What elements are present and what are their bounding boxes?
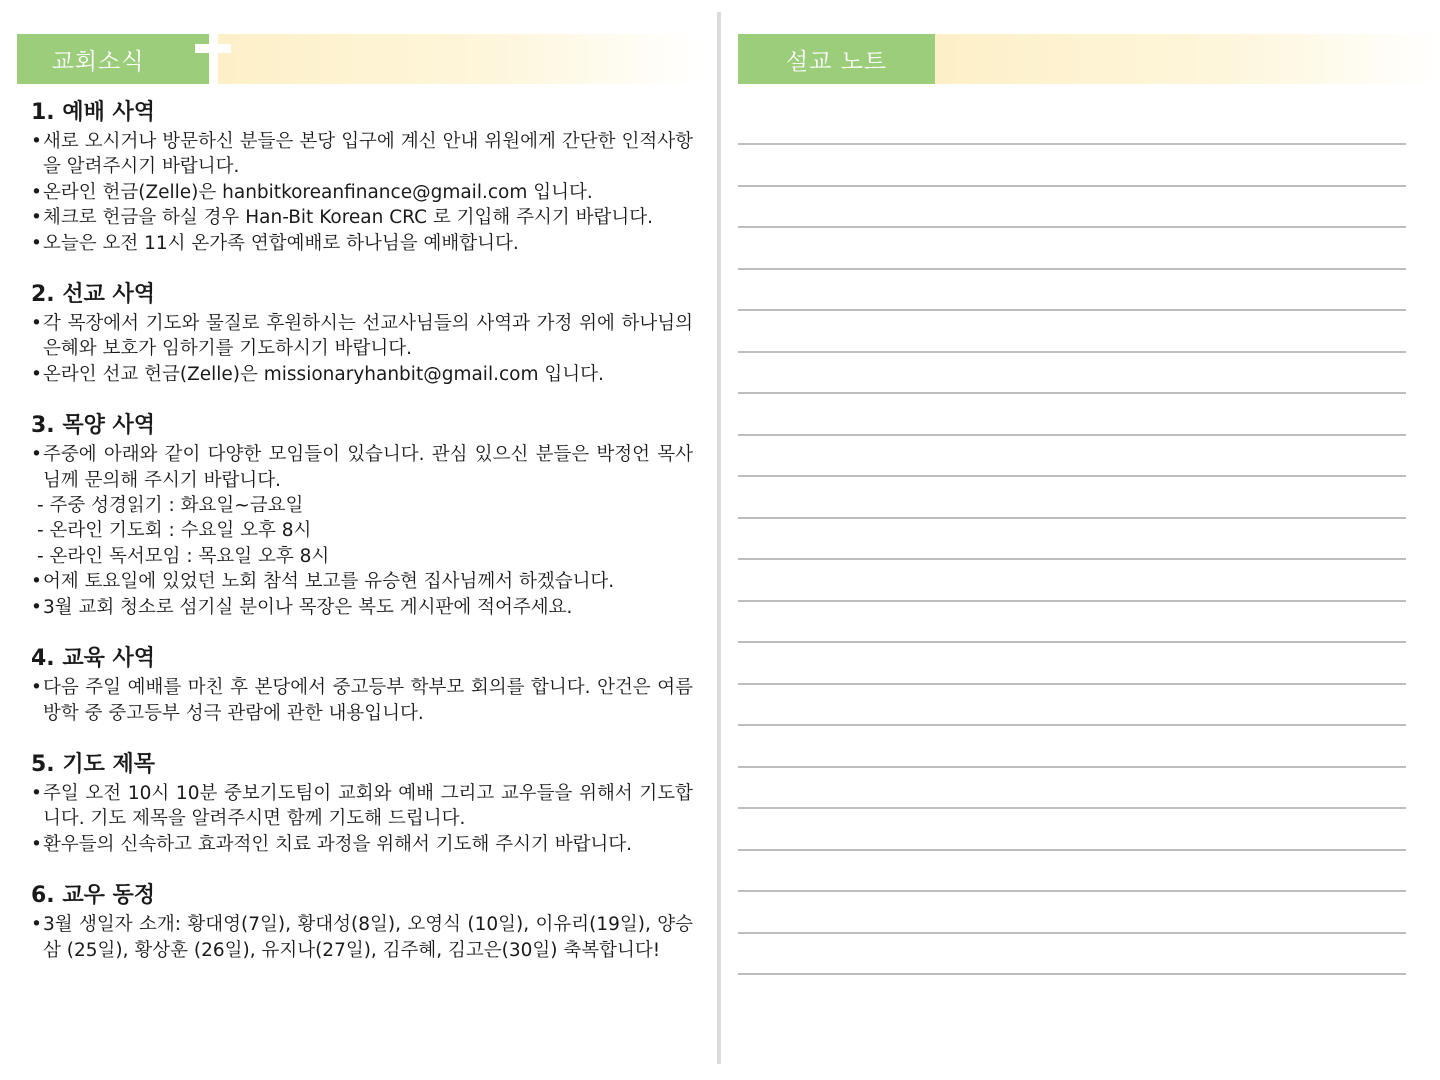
section-title: 4. 교육 사역 <box>31 646 155 672</box>
church-news-banner <box>17 34 697 84</box>
bullet-icon: • <box>31 596 42 618</box>
news-item <box>31 129 693 180</box>
church-news-label-box <box>17 34 215 84</box>
note-line <box>738 226 1406 228</box>
bullet-icon: • <box>31 131 42 152</box>
bullet-icon: • <box>31 571 42 593</box>
news-item <box>31 832 693 857</box>
news-section <box>31 280 693 387</box>
news-item-text: 환우들의 신속하고 효과적인 치료 과정을 위해서 기도해 주시기 바랍니다. <box>43 833 633 855</box>
banner-gradient <box>215 34 697 84</box>
news-item-text: 온라인 선교 헌금(Zelle)은 missionaryhanbit@gmail.com 입니다. <box>43 363 604 385</box>
news-item <box>31 362 693 387</box>
bullet-icon: • <box>31 914 42 936</box>
bullet-icon: • <box>31 313 42 335</box>
bullet-icon: • <box>31 677 42 699</box>
sermon-notes-label-box <box>738 34 935 84</box>
note-lines <box>738 143 1406 1015</box>
section-title: 6. 교우 동정 <box>31 883 155 909</box>
news-item-text: 각 목장에서 기도와 물질로 후원하시는 선교사님들의 사역과 가정 위에 하나님의 은혜와 보호가 임하기를 기도하시기 바랍니다. <box>43 313 693 360</box>
news-item <box>31 675 693 726</box>
note-line <box>738 683 1406 685</box>
note-line <box>738 724 1406 726</box>
news-item-text: 3월 교회 청소로 섬기실 분이나 목장은 복도 게시판에 적어주세요. <box>43 596 573 618</box>
sermon-notes-title: 설교 노트 <box>785 48 888 75</box>
sermon-notes-banner <box>738 34 1438 84</box>
note-line <box>738 517 1406 519</box>
news-item <box>31 311 693 362</box>
note-line <box>738 309 1406 311</box>
section-title: 5. 기도 제목 <box>31 751 155 777</box>
news-item-text: 새로 오시거나 방문하신 분들은 본당 입구에 계신 안내 위원에게 간단한 인적사항을 알려주시기 바랍니다. <box>43 131 693 178</box>
news-item-text: 체크로 헌금을 하실 경우 Han-Bit Korean CRC 로 기입해 주시기 바랍니다. <box>43 207 653 229</box>
note-line <box>738 392 1406 394</box>
news-item-text: 어제 토요일에 있었던 노회 참석 보고를 유승현 집사님께서 하겠습니다. <box>43 571 615 593</box>
news-item <box>31 912 693 963</box>
sermon-notes-column <box>728 0 1440 1080</box>
note-line <box>738 807 1406 809</box>
section-title: 1. 예배 사역 <box>31 100 155 125</box>
news-item-text: 주일 오전 10시 10분 중보기도팀이 교회와 예배 그리고 교우들을 위해서 기도합니다. 기도 제목을 알려주시면 함께 기도해 드립니다. <box>43 782 693 830</box>
note-line <box>738 143 1406 145</box>
note-line <box>738 973 1406 975</box>
news-item-text: 다음 주일 예배를 마친 후 본당에서 중고등부 학부모 회의를 합니다. 안건은 여름방학 중 중고등부 성극 관람에 관한 내용입니다. <box>43 677 693 724</box>
news-item <box>31 781 693 832</box>
bullet-icon: • <box>31 363 42 385</box>
bullet-icon: • <box>31 181 42 203</box>
note-line <box>738 434 1406 436</box>
bullet-icon: • <box>31 232 42 254</box>
church-news-title: 교회소식 <box>51 48 145 75</box>
note-line <box>738 185 1406 187</box>
news-item <box>31 595 693 620</box>
page-divider <box>717 12 721 1064</box>
note-line <box>738 932 1406 934</box>
bullet-icon: • <box>31 444 42 466</box>
note-line <box>738 558 1406 560</box>
news-item-text: 3월 생일자 소개: 황대영(7일), 황대성(8일), 오영식 (10일), 이유리(19일), 양승삼 (25일), 황상훈 (26일), 유지나(27일), 김주혜, 김고은(30일) 축복합니다! <box>43 914 693 961</box>
news-section <box>31 411 693 620</box>
news-item <box>31 205 693 230</box>
note-line <box>738 641 1406 643</box>
note-line <box>738 600 1406 602</box>
news-subitem: - 주중 성경읽기 : 화요일~금요일 <box>37 495 304 517</box>
bullet-icon: • <box>31 782 42 804</box>
news-section <box>31 644 693 726</box>
news-subitem: - 온라인 독서모임 : 목요일 오후 8시 <box>37 545 330 567</box>
news-item <box>31 569 693 594</box>
news-section <box>31 881 693 963</box>
note-line <box>738 849 1406 851</box>
note-line <box>738 766 1406 768</box>
news-item-text: 온라인 헌금(Zelle)은 hanbitkoreanfinance@gmail.com 입니다. <box>43 181 593 203</box>
note-line <box>738 890 1406 892</box>
news-item <box>31 180 693 205</box>
church-news-column <box>0 0 712 1080</box>
bullet-icon: • <box>31 833 42 855</box>
note-line <box>738 351 1406 353</box>
cross-icon <box>195 34 231 84</box>
bullet-icon: • <box>31 207 42 229</box>
section-title: 2. 선교 사역 <box>31 282 155 308</box>
news-section <box>31 98 693 256</box>
banner-gradient <box>935 34 1438 84</box>
section-title: 3. 목양 사역 <box>31 413 155 439</box>
news-sections <box>31 98 693 987</box>
news-item <box>31 442 693 493</box>
news-subitem: - 온라인 기도회 : 수요일 오후 8시 <box>37 520 312 542</box>
news-item-text: 오늘은 오전 11시 온가족 연합예배로 하나님을 예배합니다. <box>43 232 519 254</box>
news-item-text: 주중에 아래와 같이 다양한 모임들이 있습니다. 관심 있으신 분들은 박정언 목사님께 문의해 주시기 바랍니다. <box>43 444 693 491</box>
note-line <box>738 268 1406 270</box>
news-section <box>31 750 693 857</box>
news-item <box>31 231 693 256</box>
note-line <box>738 475 1406 477</box>
